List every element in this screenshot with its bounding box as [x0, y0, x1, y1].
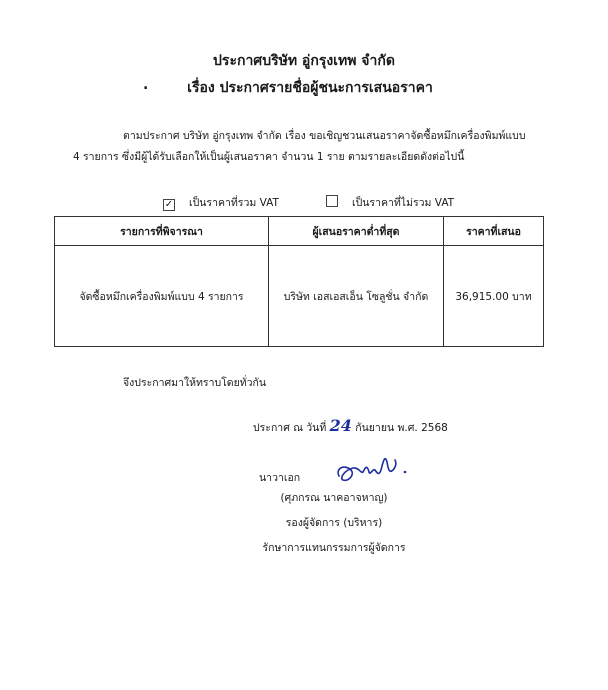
announcement-subject: เรื่อง ประกาศรายชื่อผู้ชนะการเสนอราคา — [187, 80, 433, 96]
cell-item: จัดซื้อหมึกเครื่องพิมพ์แบบ 4 รายการ — [55, 246, 269, 347]
vat-included-option — [163, 194, 279, 211]
body-paragraph-line2: 4 รายการ ซึ่งมีผู้ได้รับเลือกให้เป็นผู้เสนอราคา จำนวน 1 ราย ตามรายละเอียดดังต่อไปนี้ — [73, 151, 465, 163]
signatory-acting-position: รักษาการแทนกรรมการผู้จัดการ — [262, 542, 406, 554]
date-day-handwritten: 24 — [329, 416, 352, 435]
vat-excluded-label: เป็นราคาที่ไม่รวม VAT — [352, 197, 455, 209]
header-lowest-bidder: ผู้เสนอราคาต่ำที่สุด — [269, 217, 444, 246]
table-row — [55, 246, 544, 347]
handwritten-signature — [333, 450, 413, 490]
signatory-name: (ศุภกรณ นาคอาจหาญ) — [280, 492, 388, 504]
date-suffix: กันยายน พ.ศ. 2568 — [355, 422, 448, 434]
checked-checkbox-icon: ✓ — [164, 199, 174, 210]
body-paragraph-line1: ตามประกาศ บริษัท อู่กรุงเทพ จำกัด เรื่อง ขอเชิญชวนเสนอราคาจัดซื้อหมึกเครื่องพิมพ์แบบ — [123, 130, 526, 142]
signatory-rank: นาวาเอก — [259, 472, 301, 484]
closing-statement: จึงประกาศมาให้ทราบโดยทั่วกัน — [123, 377, 267, 389]
vat-excluded-option — [326, 194, 454, 211]
announcement-title: ประกาศบริษัท อู่กรุงเทพ จำกัด — [213, 53, 395, 69]
header-dot: . — [143, 77, 149, 93]
header-price: ราคาที่เสนอ — [444, 217, 544, 246]
signatory-position: รองผู้จัดการ (บริหาร) — [285, 517, 383, 529]
cell-price: 36,915.00 บาท — [444, 246, 544, 347]
table-header-row — [55, 217, 544, 246]
header-item: รายการที่พิจารณา — [55, 217, 269, 246]
vat-included-label: เป็นราคาที่รวม VAT — [189, 197, 279, 209]
quotation-table — [54, 216, 544, 347]
empty-checkbox-icon — [326, 195, 338, 207]
date-prefix: ประกาศ ณ วันที่ — [253, 422, 327, 434]
cell-bidder: บริษัท เอสเอสเอ็น โซลูชั่น จำกัด — [269, 246, 444, 347]
announcement-date — [253, 416, 448, 436]
